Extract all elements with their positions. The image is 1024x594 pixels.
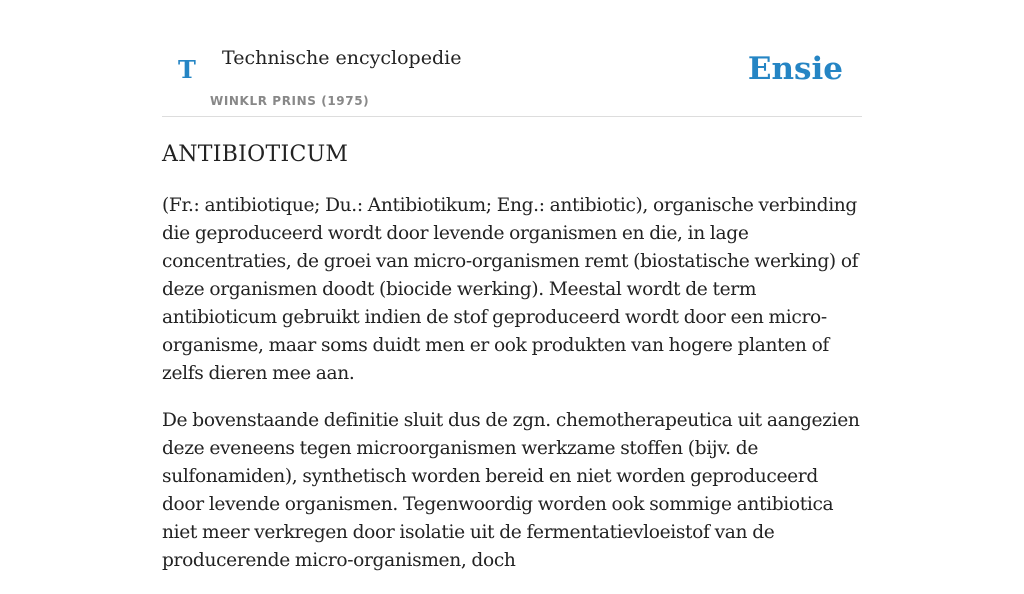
site-header bbox=[162, 0, 862, 117]
brand-logo[interactable]: Ensie bbox=[747, 51, 843, 87]
site-subtitle: WINKLR PRINS (1975) bbox=[210, 94, 370, 108]
article-paragraph: De bovenstaande definitie sluit dus de zgn. chemotherapeutica uit aangezien deze eveneens tegen microorganismen werkzame stoffen (bijv. de sulfonamiden), synthetisch worden bereid en niet worden geproduceerd door levende organismen. Tegenwoordig worden ook sommige antibiotica niet meer verkregen door isolatie uit de fermentatievloeistof van de producerende micro-organismen, doch bbox=[162, 410, 860, 571]
site-logo-icon[interactable]: T bbox=[178, 55, 196, 84]
article-title: ANTIBIOTICUM bbox=[162, 142, 349, 167]
article-paragraph: (Fr.: antibiotique; Du.: Antibiotikum; Eng.: antibiotic), organische verbinding die geproduceerd wordt door levende organismen en die, in lage concentraties, de groei van micro-organismen remt (biostatische werking) of deze organismen doodt (biocide werking). Meestal wordt de term antibioticum gebruikt indien de stof geproduceerd wordt door een micro-organisme, maar soms duidt men er ook produkten van hogere planten of zelfs dieren mee aan. bbox=[162, 195, 859, 384]
site-title[interactable]: Technische encyclopedie bbox=[222, 47, 462, 69]
article bbox=[162, 140, 862, 594]
